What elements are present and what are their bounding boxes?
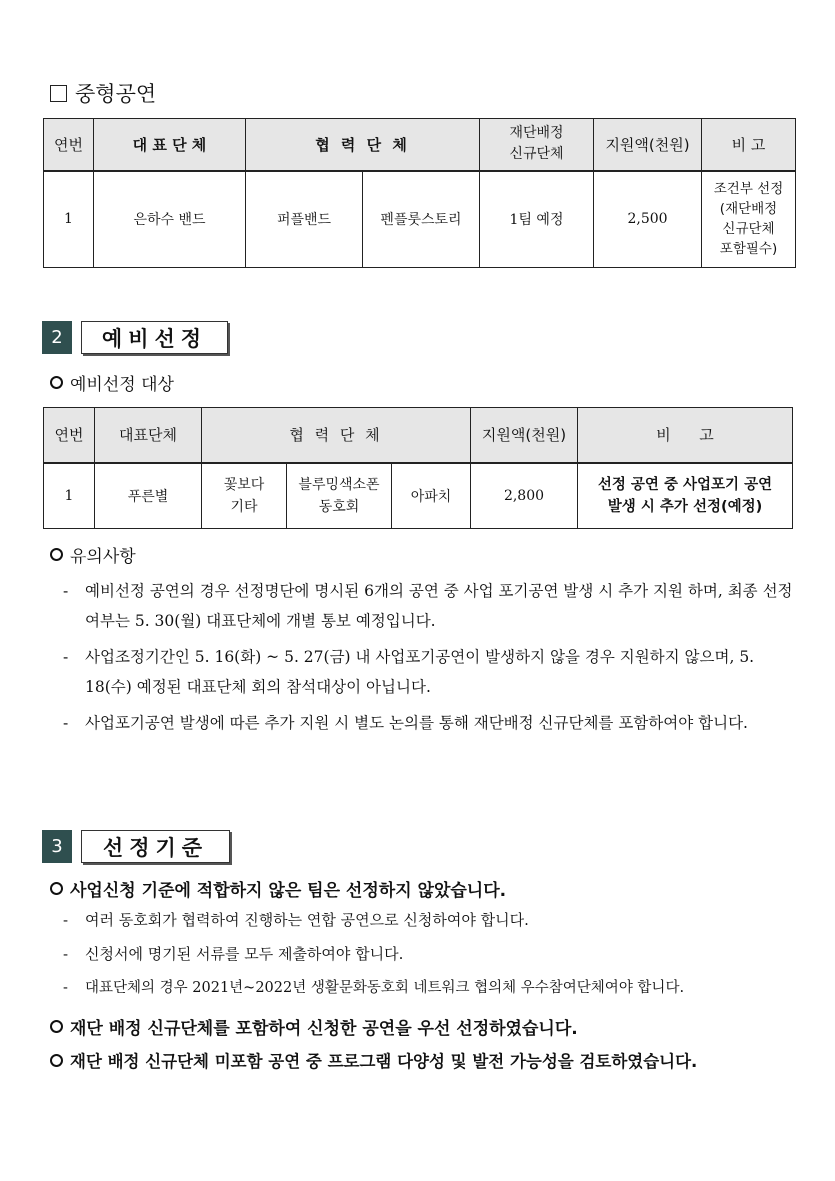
header-partners: 협 력 단 체 (202, 408, 471, 463)
cell-no: 1 (44, 463, 95, 529)
cell-remarks: 선정 공연 중 사업포기 공연 발생 시 추가 선정(예정) (578, 463, 793, 529)
cell-new-group: 1팀 예정 (480, 171, 594, 268)
list-item: - 예비선정 공연의 경우 선정명단에 명시된 6개의 공연 중 사업 포기공연 발생 시 추가 지원 하며, 최종 선정 여부는 5. 30(월) 대표단체에 개별 통보 예정입니다. (63, 582, 793, 630)
header-amount: 지원액(천원) (471, 408, 578, 463)
circle-bullet-icon (50, 548, 63, 561)
cell-partner1: 꽃보다 기타 (202, 463, 287, 529)
cell-amount: 2,500 (594, 171, 702, 268)
notes-heading (50, 542, 136, 567)
criterion-3: 재단 배정 신규단체 미포함 공연 중 프로그램 다양성 및 발전 가능성을 검토하였습니다. (50, 1048, 697, 1072)
cell-amount: 2,800 (471, 463, 578, 529)
circle-bullet-icon (50, 882, 63, 895)
criterion-1: 사업신청 기준에 적합하지 않은 팀은 선정하지 않았습니다. (50, 876, 506, 901)
header-no: 연번 (44, 119, 94, 171)
cell-no: 1 (44, 171, 94, 268)
cell-lead: 푸른별 (95, 463, 202, 529)
section2-title: 예비선정 (81, 321, 228, 354)
list-item: - 여러 동호회가 협력하여 진행하는 연합 공연으로 신청하여야 합니다. (63, 911, 529, 929)
cell-partner3: 아파치 (392, 463, 471, 529)
header-lead: 대 표 단 체 (94, 119, 246, 171)
section2-subheading (50, 370, 174, 395)
list-item: - 사업포기공연 발생에 따른 추가 지원 시 별도 논의를 통해 재단배정 신규단체를 포함하여야 합니다. (63, 714, 748, 732)
header-no: 연번 (44, 408, 95, 463)
square-bullet-icon (50, 85, 67, 102)
section1-heading (50, 78, 156, 108)
circle-bullet-icon (50, 1020, 63, 1033)
section3-number: 3 (42, 830, 72, 863)
list-item: - 대표단체의 경우 2021년~2022년 생활문화동호회 네트워크 협의체 우수참여단체여야 합니다. (63, 980, 685, 996)
header-new-group: 재단배정 신규단체 (480, 119, 594, 171)
list-item: - 신청서에 명기된 서류를 모두 제출하여야 합니다. (63, 945, 404, 963)
section2-number: 2 (42, 321, 72, 354)
header-remarks: 비 고 (578, 408, 793, 463)
header-remarks: 비 고 (702, 119, 796, 171)
notes-list (63, 576, 798, 738)
section1-title: 중형공연 (75, 82, 157, 106)
reserve-selection-table (43, 407, 793, 529)
circle-bullet-icon (50, 1054, 63, 1067)
header-amount: 지원액(천원) (594, 119, 702, 171)
table-row (44, 463, 793, 529)
cell-partner2: 블루밍색소폰 동호회 (287, 463, 392, 529)
criterion-sub-list (63, 910, 803, 998)
header-lead: 대표단체 (95, 408, 202, 463)
criterion-2: 재단 배정 신규단체를 포함하여 신청한 공연을 우선 선정하였습니다. (50, 1014, 578, 1039)
table-row (44, 171, 796, 268)
circle-bullet-icon (50, 376, 63, 389)
section3-title: 선정기준 (81, 830, 230, 863)
notes-heading-text: 유의사항 (70, 547, 136, 567)
subheading-text: 예비선정 대상 (70, 375, 174, 395)
cell-remarks: 조건부 선정 (재단배정 신규단체 포함필수) (702, 171, 796, 268)
header-partners: 협 력 단 체 (246, 119, 480, 171)
list-item: - 사업조정기간인 5. 16(화) ~ 5. 27(금) 내 사업포기공연이 발생하지 않을 경우 지원하지 않으며, 5. 18(수) 예정된 대표단체 회의 참석대상이 아닙니다. (63, 648, 755, 696)
cell-lead: 은하수 밴드 (94, 171, 246, 268)
cell-partner2: 펜플룻스토리 (363, 171, 480, 268)
cell-partner1: 퍼플밴드 (246, 171, 363, 268)
medium-performance-table (43, 118, 796, 268)
